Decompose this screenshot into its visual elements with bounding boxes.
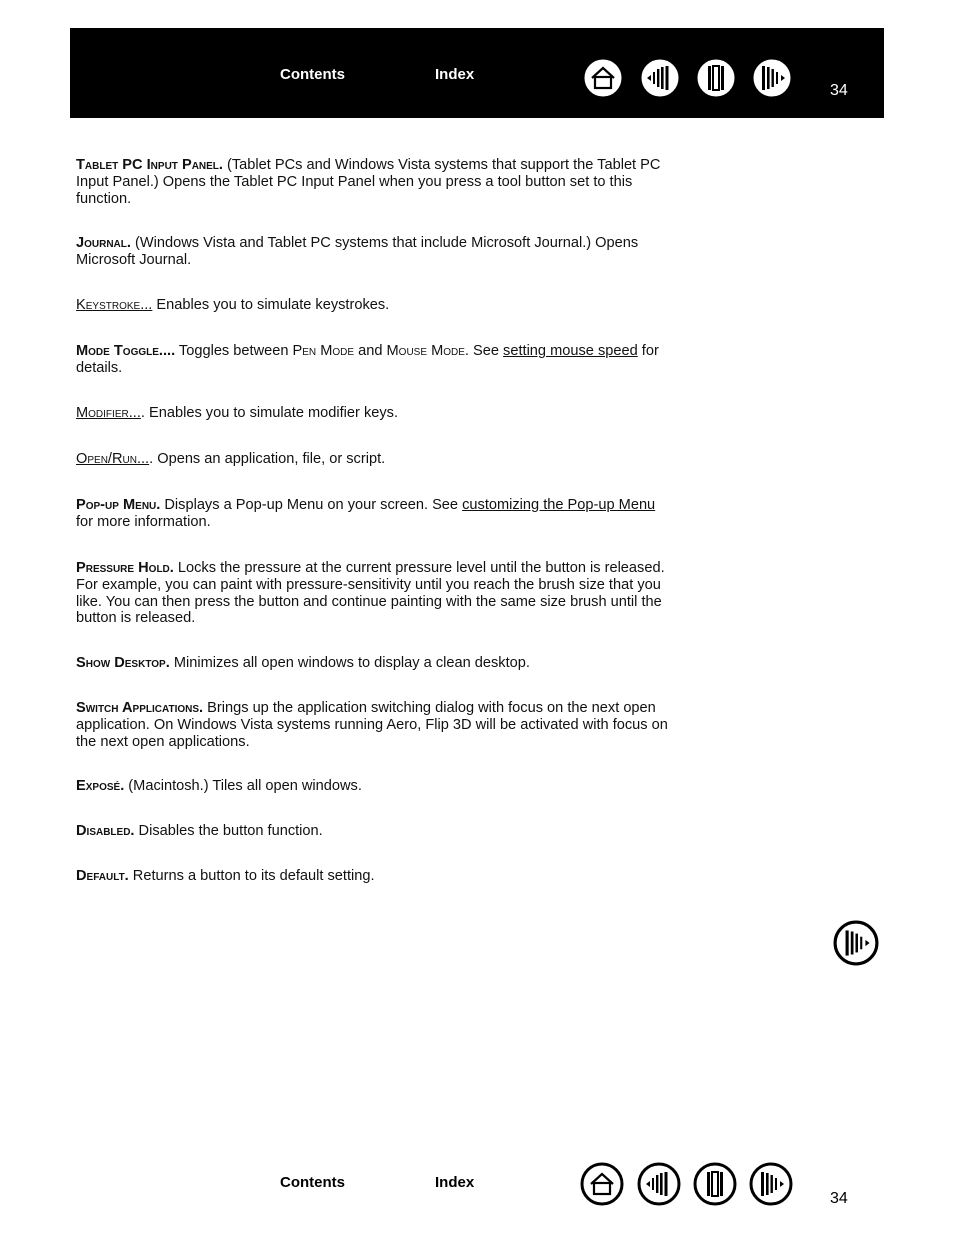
- footer-nav: [70, 1160, 884, 1220]
- entry-text: . Opens an application, file, or script.: [149, 451, 386, 467]
- mouse-mode-label: Mouse Mode: [386, 343, 465, 359]
- previous-page-icon[interactable]: [638, 56, 682, 100]
- contents-link[interactable]: Contents: [280, 1174, 345, 1191]
- entry-text: for details.: [76, 343, 659, 376]
- setting-mouse-speed-link[interactable]: setting mouse speed: [503, 343, 638, 359]
- customizing-popup-menu-link[interactable]: customizing the Pop-up Menu: [462, 497, 656, 513]
- home-icon[interactable]: [581, 56, 625, 100]
- entry-text: and: [354, 343, 387, 359]
- page-number: 34: [830, 82, 848, 99]
- entry-text: (Windows Vista and Tablet PC systems that include Microsoft Journal.) Opens Microsoft Journal.: [76, 235, 639, 268]
- entry-text: . See: [464, 343, 504, 359]
- entry-term: Default.: [76, 868, 129, 884]
- pen-mode-label: Pen Mode: [292, 343, 355, 359]
- entry-term: Pressure Hold.: [76, 560, 174, 576]
- entry-show-desktop: [76, 655, 530, 672]
- entry-term: Tablet PC Input Panel.: [76, 157, 223, 173]
- entry-pressure-hold: [76, 560, 676, 627]
- entry-text: Toggles between: [175, 343, 293, 359]
- entry-mode-toggle: [76, 343, 676, 377]
- entry-text: (Tablet PCs and Windows Vista systems that support the Tablet PC Input Panel.) Opens the Tablet PC Input Panel when you press a tool button set to this function.: [76, 157, 661, 207]
- entry-text: . Enables you to simulate modifier keys.: [140, 405, 399, 421]
- entry-term: Journal.: [76, 235, 131, 251]
- entry-popup-menu: [76, 497, 676, 531]
- next-page-icon[interactable]: [833, 920, 879, 966]
- next-page-icon[interactable]: [750, 56, 794, 100]
- entry-disabled: [76, 823, 323, 840]
- entry-journal: [76, 235, 676, 269]
- entry-term: Exposé.: [76, 778, 125, 794]
- next-page-icon[interactable]: [749, 1162, 793, 1206]
- keystroke-link[interactable]: Keystroke...: [76, 297, 153, 313]
- entry-text: Minimizes all open windows to display a clean desktop.: [169, 655, 530, 671]
- entry-term: Show Desktop.: [76, 655, 170, 671]
- contents-link[interactable]: Contents: [280, 66, 345, 83]
- page-number: 34: [830, 1190, 848, 1207]
- home-icon[interactable]: [580, 1162, 624, 1206]
- entry-expose: [76, 778, 362, 795]
- previous-page-icon[interactable]: [637, 1162, 681, 1206]
- entry-tablet-pc-input-panel: [76, 157, 676, 207]
- entry-term: Switch Applications.: [76, 700, 204, 716]
- entry-term: Mode Toggle....: [76, 343, 176, 359]
- entry-term: Disabled.: [76, 823, 135, 839]
- entry-text: Disables the button function.: [134, 823, 323, 839]
- entry-keystroke: [76, 297, 389, 314]
- entry-modifier: [76, 405, 398, 422]
- entry-text: Enables you to simulate keystrokes.: [152, 297, 390, 313]
- index-link[interactable]: Index: [435, 1174, 475, 1191]
- modifier-link[interactable]: Modifier...: [76, 405, 141, 421]
- entry-text: Displays a Pop-up Menu on your screen. See: [160, 497, 463, 513]
- entry-text: Locks the pressure at the current pressure level until the button is released. For example, you can paint with pressure-sensitivity until you reach the brush size that you like. You can then press the button and continue painting with the same size brush until the button is released.: [76, 560, 665, 627]
- entry-text: Brings up the application switching dialog with focus on the next open application. On Windows Vista systems running Aero, Flip 3D will be activated with focus on the next open applications.: [76, 700, 668, 750]
- entry-default: [76, 868, 375, 885]
- entry-term: Pop-up Menu.: [76, 497, 161, 513]
- index-link[interactable]: Index: [435, 66, 475, 83]
- entry-switch-applications: [76, 700, 676, 750]
- entry-text: Returns a button to its default setting.: [128, 868, 375, 884]
- entry-open-run: [76, 451, 385, 468]
- header-bar: [70, 28, 884, 118]
- entry-text: (Macintosh.) Tiles all open windows.: [124, 778, 362, 794]
- chapter-icon[interactable]: [693, 1162, 737, 1206]
- entry-text: for more information.: [76, 513, 211, 530]
- chapter-icon[interactable]: [694, 56, 738, 100]
- open-run-link[interactable]: Open/Run...: [76, 451, 150, 467]
